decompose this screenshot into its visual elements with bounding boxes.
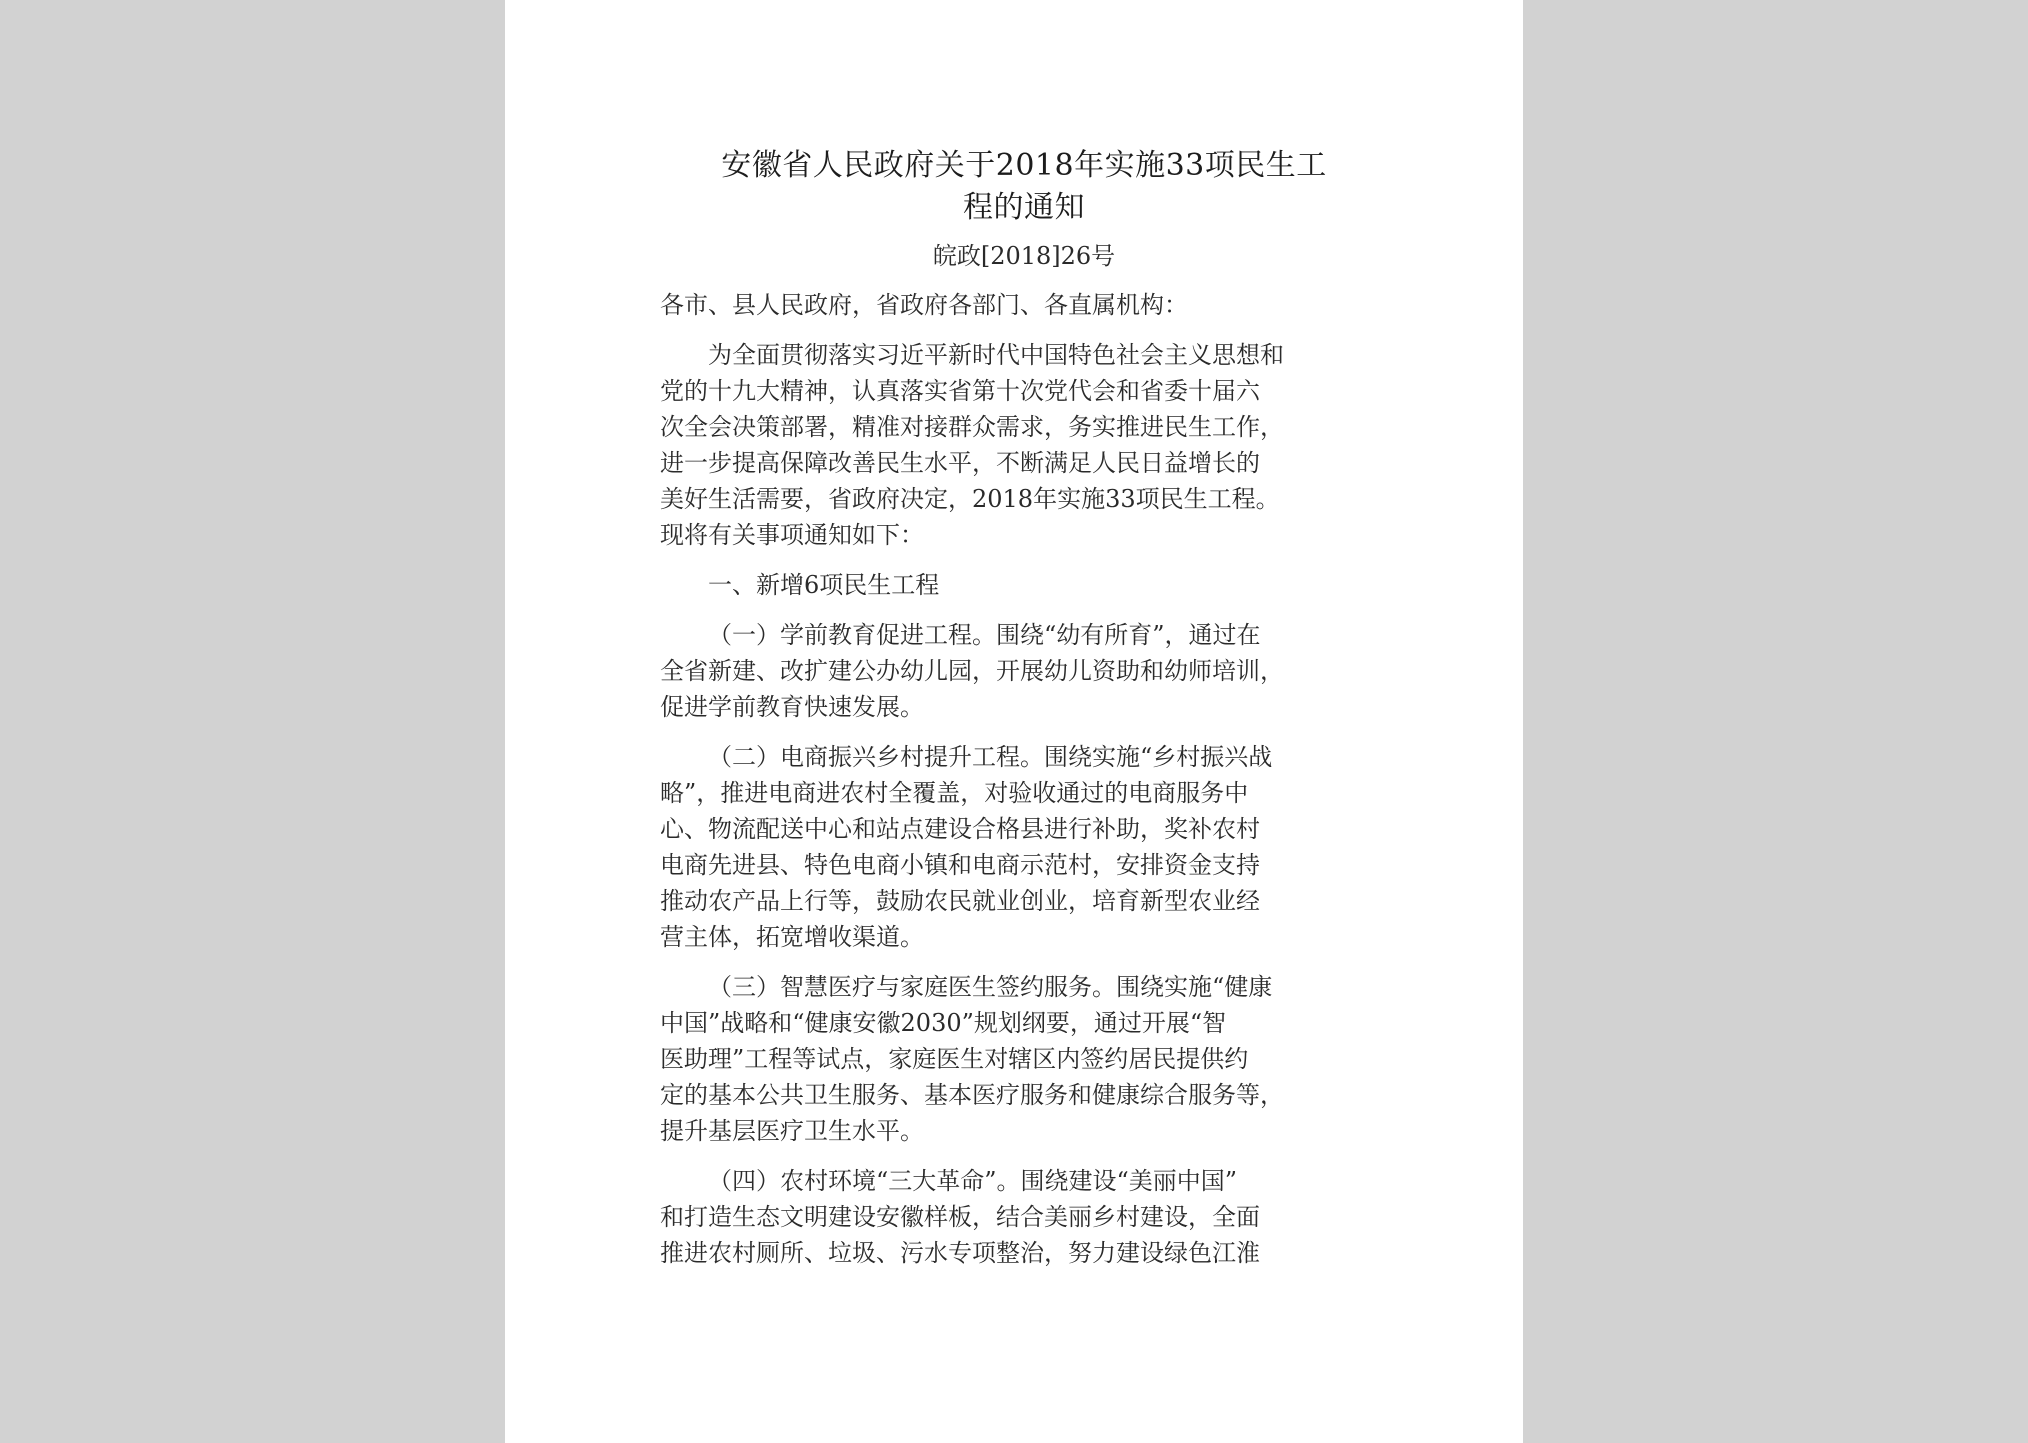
text-line: 推动农产品上行等，鼓励农民就业创业，培育新型农业经 (660, 887, 1260, 915)
paragraph-item-2 (660, 739, 1388, 955)
paragraph-item-3 (660, 969, 1388, 1149)
text-line: 为全面贯彻落实习近平新时代中国特色社会主义思想和 (708, 341, 1284, 369)
title-line: 安徽省人民政府关于2018年实施33项民生工 (721, 148, 1327, 183)
text-line: 现将有关事项通知如下： (660, 521, 924, 549)
text-line: 美好生活需要，省政府决定，2018年实施33项民生工程。 (660, 485, 1280, 513)
text-line: 推进农村厕所、垃圾、污水专项整治，努力建设绿色江淮 (660, 1239, 1260, 1267)
text-line: 营主体，拓宽增收渠道。 (660, 923, 924, 951)
text-line: 中国”战略和“健康安徽2030”规划纲要，通过开展“智 (660, 1009, 1227, 1037)
document-content (660, 145, 1388, 1271)
text-line: 略”，推进电商进农村全覆盖，对验收通过的电商服务中 (660, 779, 1249, 807)
document-title (660, 145, 1388, 229)
text-line: （四）农村环境“三大革命”。围绕建设“美丽中国” (708, 1167, 1238, 1195)
text-line: 次全会决策部署，精准对接群众需求，务实推进民生工作， (660, 413, 1284, 441)
text-line: 心、物流配送中心和站点建设合格县进行补助，奖补农村 (660, 815, 1260, 843)
text-line: 党的十九大精神，认真落实省第十次党代会和省委十届六 (660, 377, 1260, 405)
text-line: 促进学前教育快速发展。 (660, 693, 924, 721)
paragraph-item-1 (660, 617, 1388, 725)
paragraph-item-4 (660, 1163, 1388, 1271)
text-line: 定的基本公共卫生服务、基本医疗服务和健康综合服务等， (660, 1081, 1284, 1109)
text-line: 医助理”工程等试点，家庭医生对辖区内签约居民提供约 (660, 1045, 1249, 1073)
title-line: 程的通知 (963, 190, 1085, 225)
text-line: 进一步提高保障改善民生水平，不断满足人民日益增长的 (660, 449, 1260, 477)
text-line: （三）智慧医疗与家庭医生签约服务。围绕实施“健康 (708, 973, 1273, 1001)
text-line: 电商先进县、特色电商小镇和电商示范村，安排资金支持 (660, 851, 1260, 879)
paragraph-intro (660, 337, 1388, 553)
addressee: 各市、县人民政府，省政府各部门、各直属机构： (660, 291, 1188, 319)
text-line: 一、新增6项民生工程 (708, 571, 940, 599)
text-line: 提升基层医疗卫生水平。 (660, 1117, 924, 1145)
section-heading (660, 567, 1388, 603)
document-number: 皖政[2018]26号 (932, 242, 1116, 270)
text-line: （二）电商振兴乡村提升工程。围绕实施“乡村振兴战 (708, 743, 1273, 771)
text-line: 全省新建、改扩建公办幼儿园，开展幼儿资助和幼师培训， (660, 657, 1284, 685)
document-page (505, 0, 1523, 1443)
text-line: （一）学前教育促进工程。围绕“幼有所育”，通过在 (708, 621, 1261, 649)
text-line: 和打造生态文明建设安徽样板，结合美丽乡村建设，全面 (660, 1203, 1260, 1231)
